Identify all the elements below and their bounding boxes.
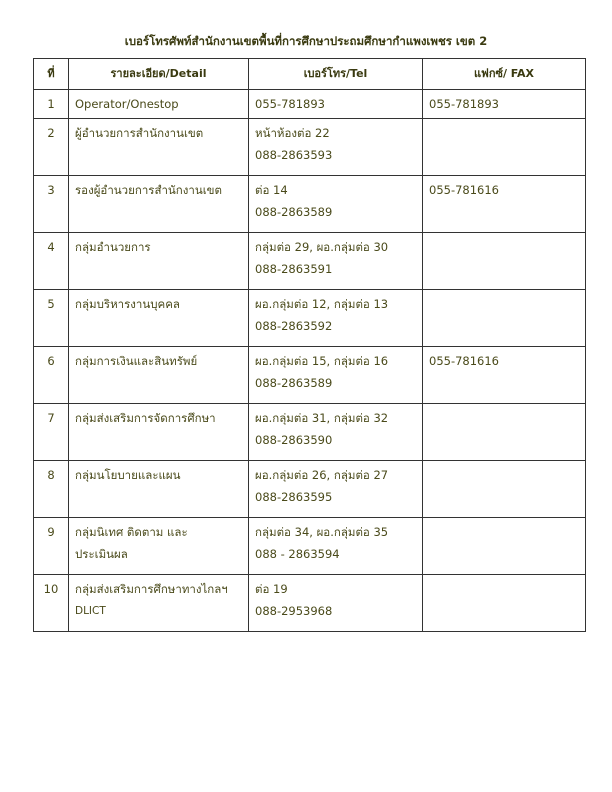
detail-cell: [69, 290, 249, 347]
detail-line: กลุ่มนิเทศ ติดตาม และ: [75, 525, 188, 539]
detail-line: DLICT: [75, 605, 106, 617]
detail-line: กลุ่มนโยบายและแผน: [75, 468, 181, 482]
table-row: [34, 404, 586, 461]
detail-cell: [69, 575, 249, 632]
tel-line: หน้าห้องต่อ 22: [255, 126, 330, 140]
row-number: 10: [34, 575, 69, 632]
table-row: [34, 119, 586, 176]
row-number: 8: [34, 461, 69, 518]
detail-cell: [69, 233, 249, 290]
tel-line: กลุ่มต่อ 34, ผอ.กลุ่มต่อ 35: [255, 525, 389, 539]
row-number: 1: [34, 90, 69, 119]
detail-line: กลุ่มอำนวยการ: [75, 240, 151, 254]
tel-line: 088-2863590: [255, 433, 333, 447]
tel-line: ต่อ 19: [255, 582, 288, 596]
tel-line: ต่อ 14: [255, 183, 288, 197]
fax-cell: [423, 404, 586, 461]
detail-line: กลุ่มการเงินและสินทรัพย์: [75, 354, 198, 368]
fax-cell: [423, 290, 586, 347]
detail-line: กลุ่มบริหารงานบุคคล: [75, 297, 180, 311]
detail-line: รองผู้อำนวยการสำนักงานเขต: [75, 183, 222, 197]
row-number: 7: [34, 404, 69, 461]
tel-line: 088 - 2863594: [255, 547, 340, 561]
table-header-row: [34, 59, 586, 90]
document-title: เบอร์โทรศัพท์สำนักงานเขตพื้นที่การศึกษาประถมศึกษากำแพงเพชร เขต 2: [124, 34, 488, 48]
fax-cell: [423, 233, 586, 290]
table-row: [34, 461, 586, 518]
detail-line: กลุ่มส่งเสริมการจัดการศึกษา: [75, 411, 216, 425]
fax-cell: [423, 575, 586, 632]
tel-line: 088-2863593: [255, 148, 333, 162]
detail-cell: [69, 90, 249, 119]
fax-cell: 055-781616: [423, 347, 586, 404]
tel-line: ผอ.กลุ่มต่อ 31, กลุ่มต่อ 32: [255, 411, 389, 425]
fax-cell: [423, 518, 586, 575]
row-number: 6: [34, 347, 69, 404]
table-row: [34, 233, 586, 290]
table-row: [34, 90, 586, 119]
phone-directory-table: [33, 58, 586, 632]
detail-cell: [69, 461, 249, 518]
tel-line: 088-2863589: [255, 376, 333, 390]
row-number: 3: [34, 176, 69, 233]
tel-cell: [249, 119, 423, 176]
tel-line: 088-2953968: [255, 604, 333, 618]
tel-line: 055-781893: [255, 97, 325, 111]
fax-cell: 055-781893: [423, 90, 586, 119]
detail-cell: [69, 176, 249, 233]
tel-line: 088-2863589: [255, 205, 333, 219]
table-row: [34, 575, 586, 632]
row-number: 9: [34, 518, 69, 575]
row-number: 4: [34, 233, 69, 290]
table-row: [34, 290, 586, 347]
detail-line: ประเมินผล: [75, 547, 128, 561]
detail-cell: [69, 119, 249, 176]
tel-line: 088-2863595: [255, 490, 333, 504]
tel-line: 088-2863591: [255, 262, 333, 276]
tel-cell: [249, 176, 423, 233]
tel-line: 088-2863592: [255, 319, 333, 333]
tel-cell: [249, 290, 423, 347]
table-row: [34, 176, 586, 233]
fax-cell: [423, 119, 586, 176]
fax-cell: [423, 461, 586, 518]
fax-cell: 055-781616: [423, 176, 586, 233]
tel-line: กลุ่มต่อ 29, ผอ.กลุ่มต่อ 30: [255, 240, 389, 254]
tel-cell: [249, 518, 423, 575]
tel-cell: [249, 233, 423, 290]
header-fax: แฟกซ์/ FAX: [423, 59, 586, 90]
header-detail: รายละเอียด/Detail: [69, 59, 249, 90]
header-no: ที่: [34, 59, 69, 90]
tel-cell: [249, 404, 423, 461]
detail-cell: [69, 347, 249, 404]
detail-cell: [69, 404, 249, 461]
tel-cell: [249, 575, 423, 632]
tel-cell: [249, 461, 423, 518]
tel-line: ผอ.กลุ่มต่อ 15, กลุ่มต่อ 16: [255, 354, 389, 368]
detail-cell: [69, 518, 249, 575]
row-number: 5: [34, 290, 69, 347]
table-row: [34, 518, 586, 575]
tel-cell: [249, 90, 423, 119]
detail-line: ผู้อำนวยการสำนักงานเขต: [75, 126, 204, 140]
table-body: [34, 90, 586, 632]
row-number: 2: [34, 119, 69, 176]
tel-line: ผอ.กลุ่มต่อ 26, กลุ่มต่อ 27: [255, 468, 389, 482]
detail-line: Operator/Onestop: [75, 97, 179, 111]
detail-line: กลุ่มส่งเสริมการศึกษาทางไกลฯ: [75, 582, 228, 596]
tel-line: ผอ.กลุ่มต่อ 12, กลุ่มต่อ 13: [255, 297, 389, 311]
tel-cell: [249, 347, 423, 404]
header-tel: เบอร์โทร/Tel: [249, 59, 423, 90]
table-row: [34, 347, 586, 404]
